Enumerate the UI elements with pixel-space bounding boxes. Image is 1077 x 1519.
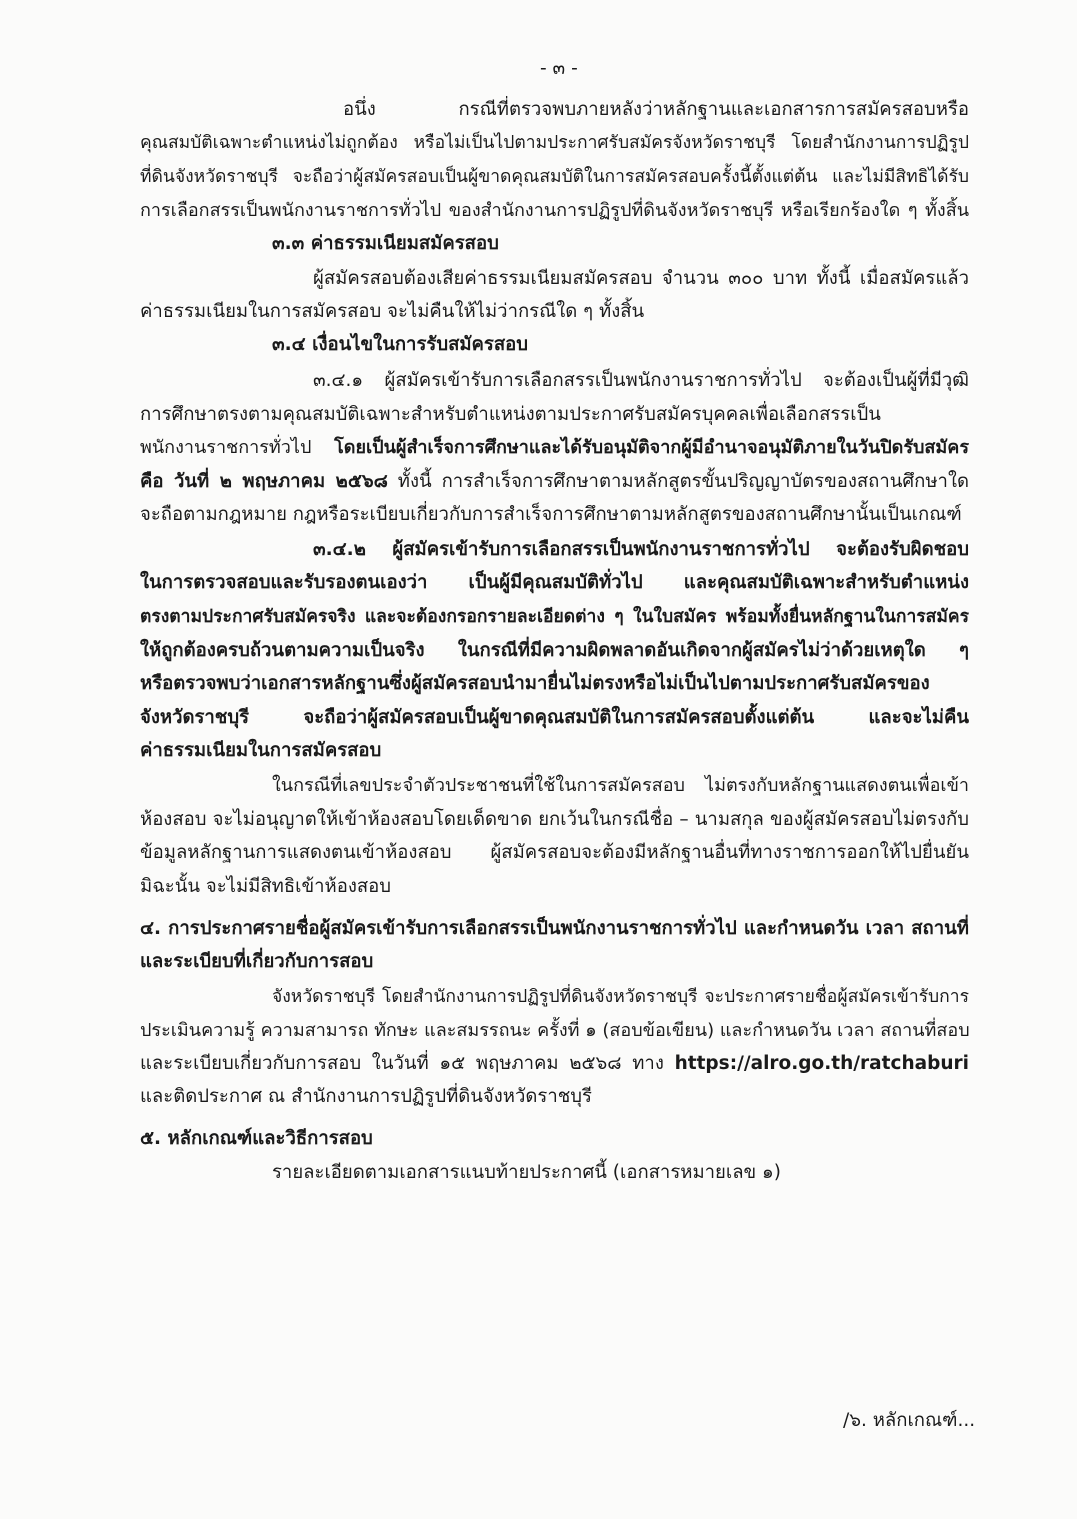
paragraph-line: คุณสมบัติเฉพาะตำแหน่งไม่ถูกต้อง หรือไม่เป็นไปตามประกาศรับสมัครจังหวัดราชบุรี โดยสำนักงานการปฏิรูป bbox=[140, 133, 969, 153]
paragraph-line: การศึกษาตรงตามคุณสมบัติเฉพาะสำหรับตำแหน่งตามประกาศรับสมัครบุคคลเพื่อเลือกสรรเป็น bbox=[140, 404, 881, 425]
paragraph-line: ค่าธรรมเนียมในการสมัครสอบ จะไม่คืนให้ไม่ว่ากรณีใด ๆ ทั้งสิ้น bbox=[140, 301, 645, 322]
paragraph-line: จะถือตามกฎหมาย กฎหรือระเบียบเกี่ยวกับการสำเร็จการศึกษาตามหลักสูตรของสถานศึกษานั้นเป็นเกณฑ์ bbox=[140, 504, 962, 525]
paragraph-line: จังหวัดราชบุรี จะถือว่าผู้สมัครสอบเป็นผู้ขาดคุณสมบัติในการสมัครสอบตั้งแต่ต้น และจะไม่คืน bbox=[140, 707, 969, 728]
website-url: https://alro.go.th/ratchaburi bbox=[674, 1053, 969, 1074]
paragraph-line: หรือตรวจพบว่าเอกสารหลักฐานซึ่งผู้สมัครสอบนำมายื่นไม่ตรงหรือไม่เป็นไปตามประกาศรับสมัครของ bbox=[140, 673, 930, 694]
paragraph-line: ในกรณีที่เลขประจำตัวประชาชนที่ใช้ในการสมัครสอบ ไม่ตรงกับหลักฐานแสดงตนเพื่อเข้า bbox=[272, 775, 969, 796]
paragraph-line: ๓.๔.๑ ผู้สมัครเข้ารับการเลือกสรรเป็นพนักงานราชการทั่วไป จะต้องเป็นผู้ที่มีวุฒิ bbox=[313, 370, 969, 391]
section-heading-5: ๕. หลักเกณฑ์และวิธีการสอบ bbox=[140, 1128, 373, 1149]
section-heading-4: ๔. การประกาศรายชื่อผู้สมัครเข้ารับการเลือกสรรเป็นพนักงานราชการทั่วไป และกำหนดวัน เวลา สถานที่ bbox=[140, 918, 969, 939]
paragraph-line: อนึ่ง กรณีที่ตรวจพบภายหลังว่าหลักฐานและเอกสารการสมัครสอบหรือ bbox=[343, 99, 969, 120]
bold-text: คือ วันที่ ๒ พฤษภาคม ๒๕๖๘ bbox=[140, 471, 388, 492]
paragraph-line: ในการตรวจสอบและรับรองตนเองว่า เป็นผู้มีคุณสมบัติทั่วไป และคุณสมบัติเฉพาะสำหรับตำแหน่ง bbox=[140, 572, 969, 593]
paragraph-line: จังหวัดราชบุรี โดยสำนักงานการปฏิรูปที่ดินจังหวัดราชบุรี จะประกาศรายชื่อผู้สมัครเข้ารับการ bbox=[272, 987, 969, 1007]
paragraph-line: และติดประกาศ ณ สำนักงานการปฏิรูปที่ดินจังหวัดราชบุรี bbox=[140, 1086, 592, 1107]
page-continuation-footer: /๖. หลักเกณฑ์... bbox=[843, 1410, 976, 1431]
paragraph-line: ให้ถูกต้องครบถ้วนตามความเป็นจริง ในกรณีที่มีความผิดพลาดอันเกิดจากผู้สมัครไม่ว่าด้วยเหตุใด ๆ bbox=[140, 640, 969, 661]
paragraph-line: ที่ดินจังหวัดราชบุรี จะถือว่าผู้สมัครสอบเป็นผู้ขาดคุณสมบัติในการสมัครสอบครั้งนี้ตั้งแต่ต้น และไม่มีสิทธิได้รับ bbox=[140, 167, 969, 187]
line-text: พนักงานราชการทั่วไป bbox=[140, 437, 335, 458]
paragraph-line: ห้องสอบ จะไม่อนุญาตให้เข้าห้องสอบโดยเด็ดขาด ยกเว้นในกรณีชื่อ – นามสกุล ของผู้สมัครสอบไม่ตรงกับ bbox=[140, 809, 969, 830]
section-heading-4: และระเบียบที่เกี่ยวกับการสอบ bbox=[140, 951, 374, 972]
paragraph-line: การเลือกสรรเป็นพนักงานราชการทั่วไป ของสำนักงานการปฏิรูปที่ดินจังหวัดราชบุรี หรือเรียกร้องใด ๆ ทั้งสิ้น bbox=[140, 200, 969, 221]
section-heading-3-3: ๓.๓ ค่าธรรมเนียมสมัครสอบ bbox=[272, 233, 499, 254]
paragraph-line: ๓.๔.๒ ผู้สมัครเข้ารับการเลือกสรรเป็นพนักงานราชการทั่วไป จะต้องรับผิดชอบ bbox=[313, 539, 969, 560]
paragraph-line bbox=[140, 433, 969, 463]
paragraph-line: ผู้สมัครสอบต้องเสียค่าธรรมเนียมสมัครสอบ จำนวน ๓๐๐ บาท ทั้งนี้ เมื่อสมัครแล้ว bbox=[313, 268, 969, 289]
line-text: และระเบียบเกี่ยวกับการสอบ ในวันที่ ๑๕ พฤษภาคม ๒๕๖๘ ทาง bbox=[140, 1053, 675, 1074]
paragraph-line: ค่าธรรมเนียมในการสมัครสอบ bbox=[140, 740, 382, 761]
line-text: ทั้งนี้ การสำเร็จการศึกษาตามหลักสูตรขั้นปริญญาบัตรของสถานศึกษาใด bbox=[387, 471, 969, 492]
section-heading-3-4: ๓.๔ เงื่อนไขในการรับสมัครสอบ bbox=[272, 334, 529, 355]
paragraph-line bbox=[140, 467, 969, 497]
paragraph-line: ประเมินความรู้ ความสามารถ ทักษะ และสมรรถนะ ครั้งที่ ๑ (สอบข้อเขียน) และกำหนดวัน เวลา สถานที่สอบ bbox=[140, 1020, 970, 1041]
paragraph-line: ตรงตามประกาศรับสมัครจริง และจะต้องกรอกรายละเอียดต่าง ๆ ในใบสมัคร พร้อมทั้งยื่นหลักฐานในการสมัคร bbox=[140, 607, 969, 627]
paragraph-line: ข้อมูลหลักฐานการแสดงตนเข้าห้องสอบ ผู้สมัครสอบจะต้องมีหลักฐานอื่นที่ทางราชการออกให้ไปยื่นยัน bbox=[140, 842, 969, 863]
bold-text: โดยเป็นผู้สำเร็จการศึกษาและได้รับอนุมัติจากผู้มีอำนาจอนุมัติภายในวันปิดรับสมัคร bbox=[334, 437, 969, 458]
paragraph-line: รายละเอียดตามเอกสารแนบท้ายประกาศนี้ (เอกสารหมายเลข ๑) bbox=[272, 1162, 782, 1183]
paragraph-line: มิฉะนั้น จะไม่มีสิทธิเข้าห้องสอบ bbox=[140, 876, 391, 897]
paragraph-line bbox=[140, 1049, 969, 1079]
page-number: - ๓ - bbox=[540, 58, 578, 79]
